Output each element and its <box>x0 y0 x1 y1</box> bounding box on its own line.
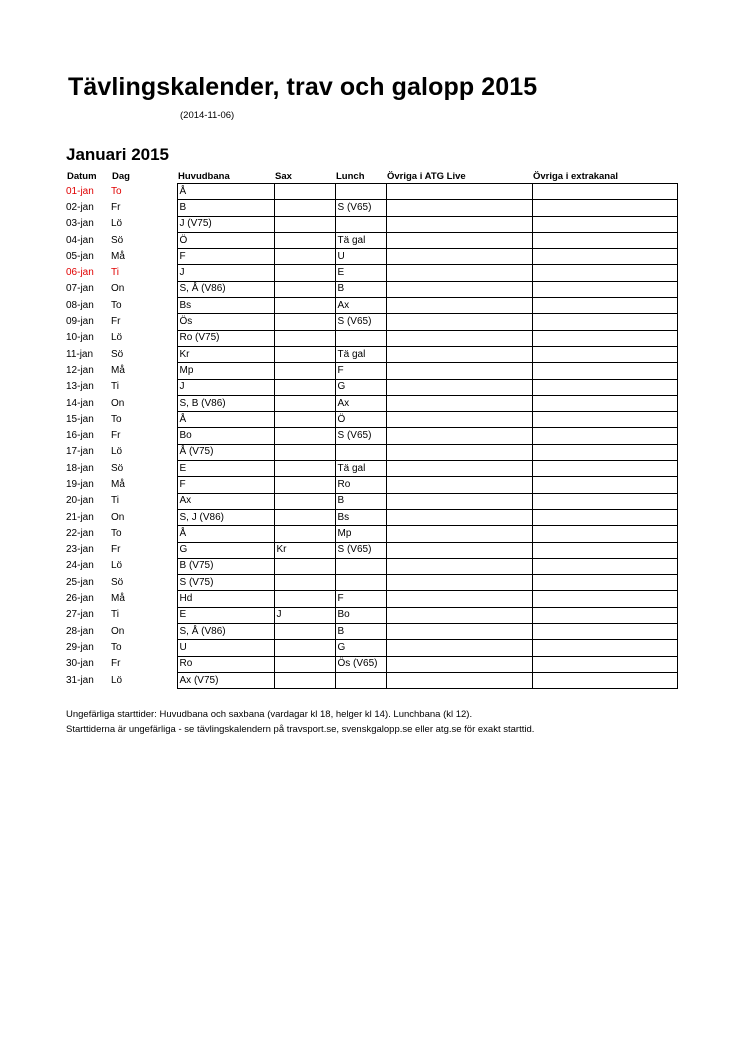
cell-sax <box>274 184 335 200</box>
cell-dag: Fr <box>111 658 121 670</box>
cell-huvudbana: Hd <box>177 591 274 607</box>
cell-atg-live <box>386 330 532 346</box>
table-row <box>66 184 677 200</box>
note-starttimes: Ungefärliga starttider: Huvudbana och saxbana (vardagar kl 18, helger kl 14). Lunchbana (kl 12). <box>66 709 473 720</box>
cell-datum: 12-jan <box>66 364 94 376</box>
cell-dag: Sö <box>111 462 124 474</box>
cell-extrakanal <box>532 265 677 281</box>
cell-extrakanal <box>532 412 677 428</box>
cell-extrakanal <box>532 656 677 672</box>
cell-atg-live <box>386 591 532 607</box>
table-row <box>66 607 677 623</box>
cell-extrakanal <box>532 509 677 525</box>
cell-sax <box>274 330 335 346</box>
cell-lunch: F <box>335 363 386 379</box>
cell-dag: On <box>111 511 125 523</box>
cell-lunch <box>335 216 386 232</box>
month-heading: Januari 2015 <box>66 145 170 164</box>
cell-dag: To <box>111 641 122 653</box>
cell-lunch: S (V65) <box>335 428 386 444</box>
cell-atg-live <box>386 656 532 672</box>
cell-extrakanal <box>532 232 677 248</box>
cell-datum: 21-jan <box>66 511 94 523</box>
cell-atg-live <box>386 379 532 395</box>
cell-lunch <box>335 575 386 591</box>
cell-atg-live <box>386 216 532 232</box>
cell-lunch: Mp <box>335 526 386 542</box>
cell-extrakanal <box>532 558 677 574</box>
cell-sax <box>274 672 335 688</box>
cell-sax <box>274 591 335 607</box>
table-row <box>66 249 677 265</box>
cell-atg-live <box>386 298 532 314</box>
cell-huvudbana: Ax <box>177 493 274 509</box>
cell-lunch: G <box>335 640 386 656</box>
cell-datum: 24-jan <box>66 560 94 572</box>
version-date: (2014-11-06) <box>180 110 235 121</box>
cell-dag: Må <box>111 250 125 262</box>
cell-atg-live <box>386 281 532 297</box>
cell-lunch: B <box>335 493 386 509</box>
table-row <box>66 461 677 477</box>
cell-sax: J <box>274 607 335 623</box>
cell-atg-live <box>386 477 532 493</box>
cell-lunch: Tä gal <box>335 346 386 362</box>
cell-sax <box>274 428 335 444</box>
table-row <box>66 216 677 232</box>
cell-datum: 08-jan <box>66 299 94 311</box>
cell-huvudbana: S, Å (V86) <box>177 624 274 640</box>
table-row <box>66 526 677 542</box>
cell-dag: Må <box>111 593 125 605</box>
cell-dag: Må <box>111 478 125 490</box>
table-row <box>66 509 677 525</box>
cell-lunch: S (V65) <box>335 542 386 558</box>
cell-dag: Sö <box>111 234 124 246</box>
cell-extrakanal <box>532 526 677 542</box>
cell-sax <box>274 281 335 297</box>
cell-dag: Fr <box>111 544 121 556</box>
cell-extrakanal <box>532 591 677 607</box>
cell-datum: 27-jan <box>66 609 94 621</box>
header-datum: Datum <box>67 171 97 183</box>
cell-sax <box>274 509 335 525</box>
cell-datum: 04-jan <box>66 234 94 246</box>
table-row <box>66 395 677 411</box>
cell-huvudbana: Bo <box>177 428 274 444</box>
cell-huvudbana: F <box>177 477 274 493</box>
cell-huvudbana: U <box>177 640 274 656</box>
table-row <box>66 477 677 493</box>
cell-sax <box>274 656 335 672</box>
table-row <box>66 575 677 591</box>
cell-datum: 26-jan <box>66 593 94 605</box>
cell-huvudbana: S, Å (V86) <box>177 281 274 297</box>
cell-lunch: S (V65) <box>335 314 386 330</box>
cell-extrakanal <box>532 346 677 362</box>
cell-atg-live <box>386 412 532 428</box>
cell-atg-live <box>386 558 532 574</box>
cell-sax <box>274 493 335 509</box>
cell-sax <box>274 379 335 395</box>
cell-lunch <box>335 444 386 460</box>
cell-extrakanal <box>532 640 677 656</box>
cell-datum: 23-jan <box>66 544 94 556</box>
cell-huvudbana: S, B (V86) <box>177 395 274 411</box>
header-lunch: Lunch <box>336 171 365 182</box>
cell-extrakanal <box>532 575 677 591</box>
cell-huvudbana: Mp <box>177 363 274 379</box>
cell-huvudbana: Ö <box>177 232 274 248</box>
table-row <box>66 298 677 314</box>
cell-atg-live <box>386 672 532 688</box>
cell-lunch: Ro <box>335 477 386 493</box>
cell-dag: Sö <box>111 348 124 360</box>
cell-dag: Fr <box>111 316 121 328</box>
cell-dag: To <box>111 413 122 425</box>
cell-sax <box>274 298 335 314</box>
cell-lunch: E <box>335 265 386 281</box>
cell-huvudbana: B (V75) <box>177 558 274 574</box>
cell-atg-live <box>386 184 532 200</box>
cell-huvudbana: Å <box>177 526 274 542</box>
cell-datum: 19-jan <box>66 478 94 490</box>
table-row <box>66 281 677 297</box>
cell-sax <box>274 200 335 216</box>
cell-datum: 20-jan <box>66 495 94 507</box>
header-huvudbana: Huvudbana <box>178 171 230 182</box>
table-row <box>66 412 677 428</box>
cell-huvudbana: Ro (V75) <box>177 330 274 346</box>
cell-datum: 05-jan <box>66 250 94 262</box>
cell-lunch <box>335 184 386 200</box>
cell-sax <box>274 249 335 265</box>
cell-sax <box>274 461 335 477</box>
cell-datum: 11-jan <box>66 348 94 360</box>
table-row <box>66 624 677 640</box>
cell-huvudbana: Å <box>177 184 274 200</box>
cell-sax <box>274 558 335 574</box>
cell-atg-live <box>386 575 532 591</box>
cell-huvudbana: E <box>177 607 274 623</box>
cell-extrakanal <box>532 249 677 265</box>
cell-sax: Kr <box>274 542 335 558</box>
cell-huvudbana: Ro <box>177 656 274 672</box>
cell-lunch: Tä gal <box>335 232 386 248</box>
cell-datum: 15-jan <box>66 413 94 425</box>
cell-huvudbana: S, J (V86) <box>177 509 274 525</box>
cell-extrakanal <box>532 314 677 330</box>
cell-huvudbana: B <box>177 200 274 216</box>
cell-datum: 13-jan <box>66 381 94 393</box>
cell-extrakanal <box>532 444 677 460</box>
table-row <box>66 363 677 379</box>
cell-atg-live <box>386 363 532 379</box>
header-row <box>66 171 677 184</box>
cell-huvudbana: S (V75) <box>177 575 274 591</box>
cell-extrakanal <box>532 477 677 493</box>
table-row <box>66 672 677 688</box>
cell-sax <box>274 640 335 656</box>
cell-atg-live <box>386 200 532 216</box>
cell-dag: Lö <box>111 332 123 344</box>
cell-sax <box>274 624 335 640</box>
cell-huvudbana: E <box>177 461 274 477</box>
cell-extrakanal <box>532 542 677 558</box>
cell-datum: 18-jan <box>66 462 94 474</box>
cell-dag: Lö <box>111 674 123 686</box>
cell-atg-live <box>386 526 532 542</box>
cell-extrakanal <box>532 184 677 200</box>
cell-lunch: Ax <box>335 298 386 314</box>
cell-sax <box>274 477 335 493</box>
note-disclaimer: Starttiderna är ungefärliga - se tävlingskalendern på travsport.se, svenskgalopp.se eller atg.se för exakt starttid. <box>66 724 535 735</box>
cell-datum: 03-jan <box>66 218 94 230</box>
cell-datum: 06-jan <box>66 267 94 279</box>
cell-sax <box>274 412 335 428</box>
cell-extrakanal <box>532 216 677 232</box>
cell-sax <box>274 346 335 362</box>
cell-lunch: G <box>335 379 386 395</box>
cell-huvudbana: Kr <box>177 346 274 362</box>
cell-lunch: Ös (V65) <box>335 656 386 672</box>
cell-datum: 29-jan <box>66 641 94 653</box>
cell-atg-live <box>386 493 532 509</box>
header-sax: Sax <box>275 171 292 182</box>
cell-extrakanal <box>532 672 677 688</box>
cell-dag: On <box>111 397 125 409</box>
table-row <box>66 200 677 216</box>
table-row <box>66 330 677 346</box>
cell-dag: Må <box>111 364 125 376</box>
cell-huvudbana: Å (V75) <box>177 444 274 460</box>
cell-dag: To <box>111 527 122 539</box>
race-calendar-table <box>66 171 678 689</box>
cell-huvudbana: G <box>177 542 274 558</box>
cell-atg-live <box>386 444 532 460</box>
cell-dag: On <box>111 625 125 637</box>
cell-dag: Sö <box>111 576 124 588</box>
cell-extrakanal <box>532 330 677 346</box>
cell-extrakanal <box>532 607 677 623</box>
table-row <box>66 591 677 607</box>
document-title: Tävlingskalender, trav och galopp 2015 <box>68 73 538 101</box>
table-row <box>66 542 677 558</box>
cell-datum: 31-jan <box>66 674 94 686</box>
cell-extrakanal <box>532 363 677 379</box>
cell-lunch <box>335 558 386 574</box>
cell-lunch: U <box>335 249 386 265</box>
cell-lunch: Ax <box>335 395 386 411</box>
cell-datum: 28-jan <box>66 625 94 637</box>
cell-atg-live <box>386 509 532 525</box>
cell-lunch: B <box>335 281 386 297</box>
cell-datum: 10-jan <box>66 332 94 344</box>
cell-lunch: F <box>335 591 386 607</box>
cell-sax <box>274 526 335 542</box>
cell-dag: Ti <box>111 609 119 621</box>
cell-atg-live <box>386 249 532 265</box>
cell-sax <box>274 395 335 411</box>
cell-extrakanal <box>532 395 677 411</box>
cell-dag: Lö <box>111 446 123 458</box>
cell-lunch <box>335 672 386 688</box>
cell-lunch <box>335 330 386 346</box>
cell-datum: 16-jan <box>66 430 94 442</box>
cell-atg-live <box>386 607 532 623</box>
cell-atg-live <box>386 428 532 444</box>
cell-extrakanal <box>532 461 677 477</box>
cell-lunch: Bo <box>335 607 386 623</box>
cell-extrakanal <box>532 493 677 509</box>
cell-datum: 25-jan <box>66 576 94 588</box>
cell-dag: Ti <box>111 381 119 393</box>
table-row <box>66 493 677 509</box>
cell-sax <box>274 216 335 232</box>
header-atg-live: Övriga i ATG Live <box>387 171 466 182</box>
cell-dag: On <box>111 283 125 295</box>
cell-atg-live <box>386 232 532 248</box>
cell-huvudbana: Ax (V75) <box>177 672 274 688</box>
cell-dag: Ti <box>111 495 119 507</box>
cell-huvudbana: J (V75) <box>177 216 274 232</box>
cell-atg-live <box>386 542 532 558</box>
table-row <box>66 314 677 330</box>
cell-datum: 01-jan <box>66 185 94 197</box>
cell-datum: 30-jan <box>66 658 94 670</box>
cell-atg-live <box>386 265 532 281</box>
cell-extrakanal <box>532 624 677 640</box>
cell-sax <box>274 575 335 591</box>
cell-huvudbana: J <box>177 379 274 395</box>
header-dag: Dag <box>112 171 130 183</box>
cell-dag: Fr <box>111 430 121 442</box>
cell-sax <box>274 314 335 330</box>
table-row <box>66 346 677 362</box>
cell-sax <box>274 265 335 281</box>
table-row <box>66 232 677 248</box>
cell-huvudbana: Å <box>177 412 274 428</box>
table-row <box>66 379 677 395</box>
cell-atg-live <box>386 640 532 656</box>
cell-huvudbana: J <box>177 265 274 281</box>
cell-lunch: B <box>335 624 386 640</box>
cell-datum: 09-jan <box>66 316 94 328</box>
cell-datum: 02-jan <box>66 201 94 213</box>
cell-extrakanal <box>532 428 677 444</box>
cell-dag: Ti <box>111 267 119 279</box>
cell-sax <box>274 444 335 460</box>
cell-huvudbana: F <box>177 249 274 265</box>
cell-dag: To <box>111 299 122 311</box>
cell-sax <box>274 232 335 248</box>
table-row <box>66 428 677 444</box>
cell-dag: Lö <box>111 560 123 572</box>
table-row <box>66 656 677 672</box>
cell-datum: 14-jan <box>66 397 94 409</box>
cell-atg-live <box>386 461 532 477</box>
table-row <box>66 444 677 460</box>
cell-atg-live <box>386 346 532 362</box>
cell-lunch: S (V65) <box>335 200 386 216</box>
cell-datum: 07-jan <box>66 283 94 295</box>
cell-lunch: Bs <box>335 509 386 525</box>
cell-atg-live <box>386 395 532 411</box>
header-extrakanal: Övriga i extrakanal <box>533 171 619 182</box>
cell-extrakanal <box>532 200 677 216</box>
cell-lunch: Tä gal <box>335 461 386 477</box>
cell-datum: 22-jan <box>66 527 94 539</box>
cell-sax <box>274 363 335 379</box>
cell-huvudbana: Ös <box>177 314 274 330</box>
cell-dag: Fr <box>111 201 121 213</box>
cell-atg-live <box>386 314 532 330</box>
cell-dag: Lö <box>111 218 123 230</box>
table-row <box>66 558 677 574</box>
cell-extrakanal <box>532 281 677 297</box>
cell-lunch: Ö <box>335 412 386 428</box>
cell-extrakanal <box>532 298 677 314</box>
cell-atg-live <box>386 624 532 640</box>
cell-extrakanal <box>532 379 677 395</box>
cell-datum: 17-jan <box>66 446 94 458</box>
table-row <box>66 265 677 281</box>
cell-dag: To <box>111 185 122 197</box>
cell-huvudbana: Bs <box>177 298 274 314</box>
table-row <box>66 640 677 656</box>
